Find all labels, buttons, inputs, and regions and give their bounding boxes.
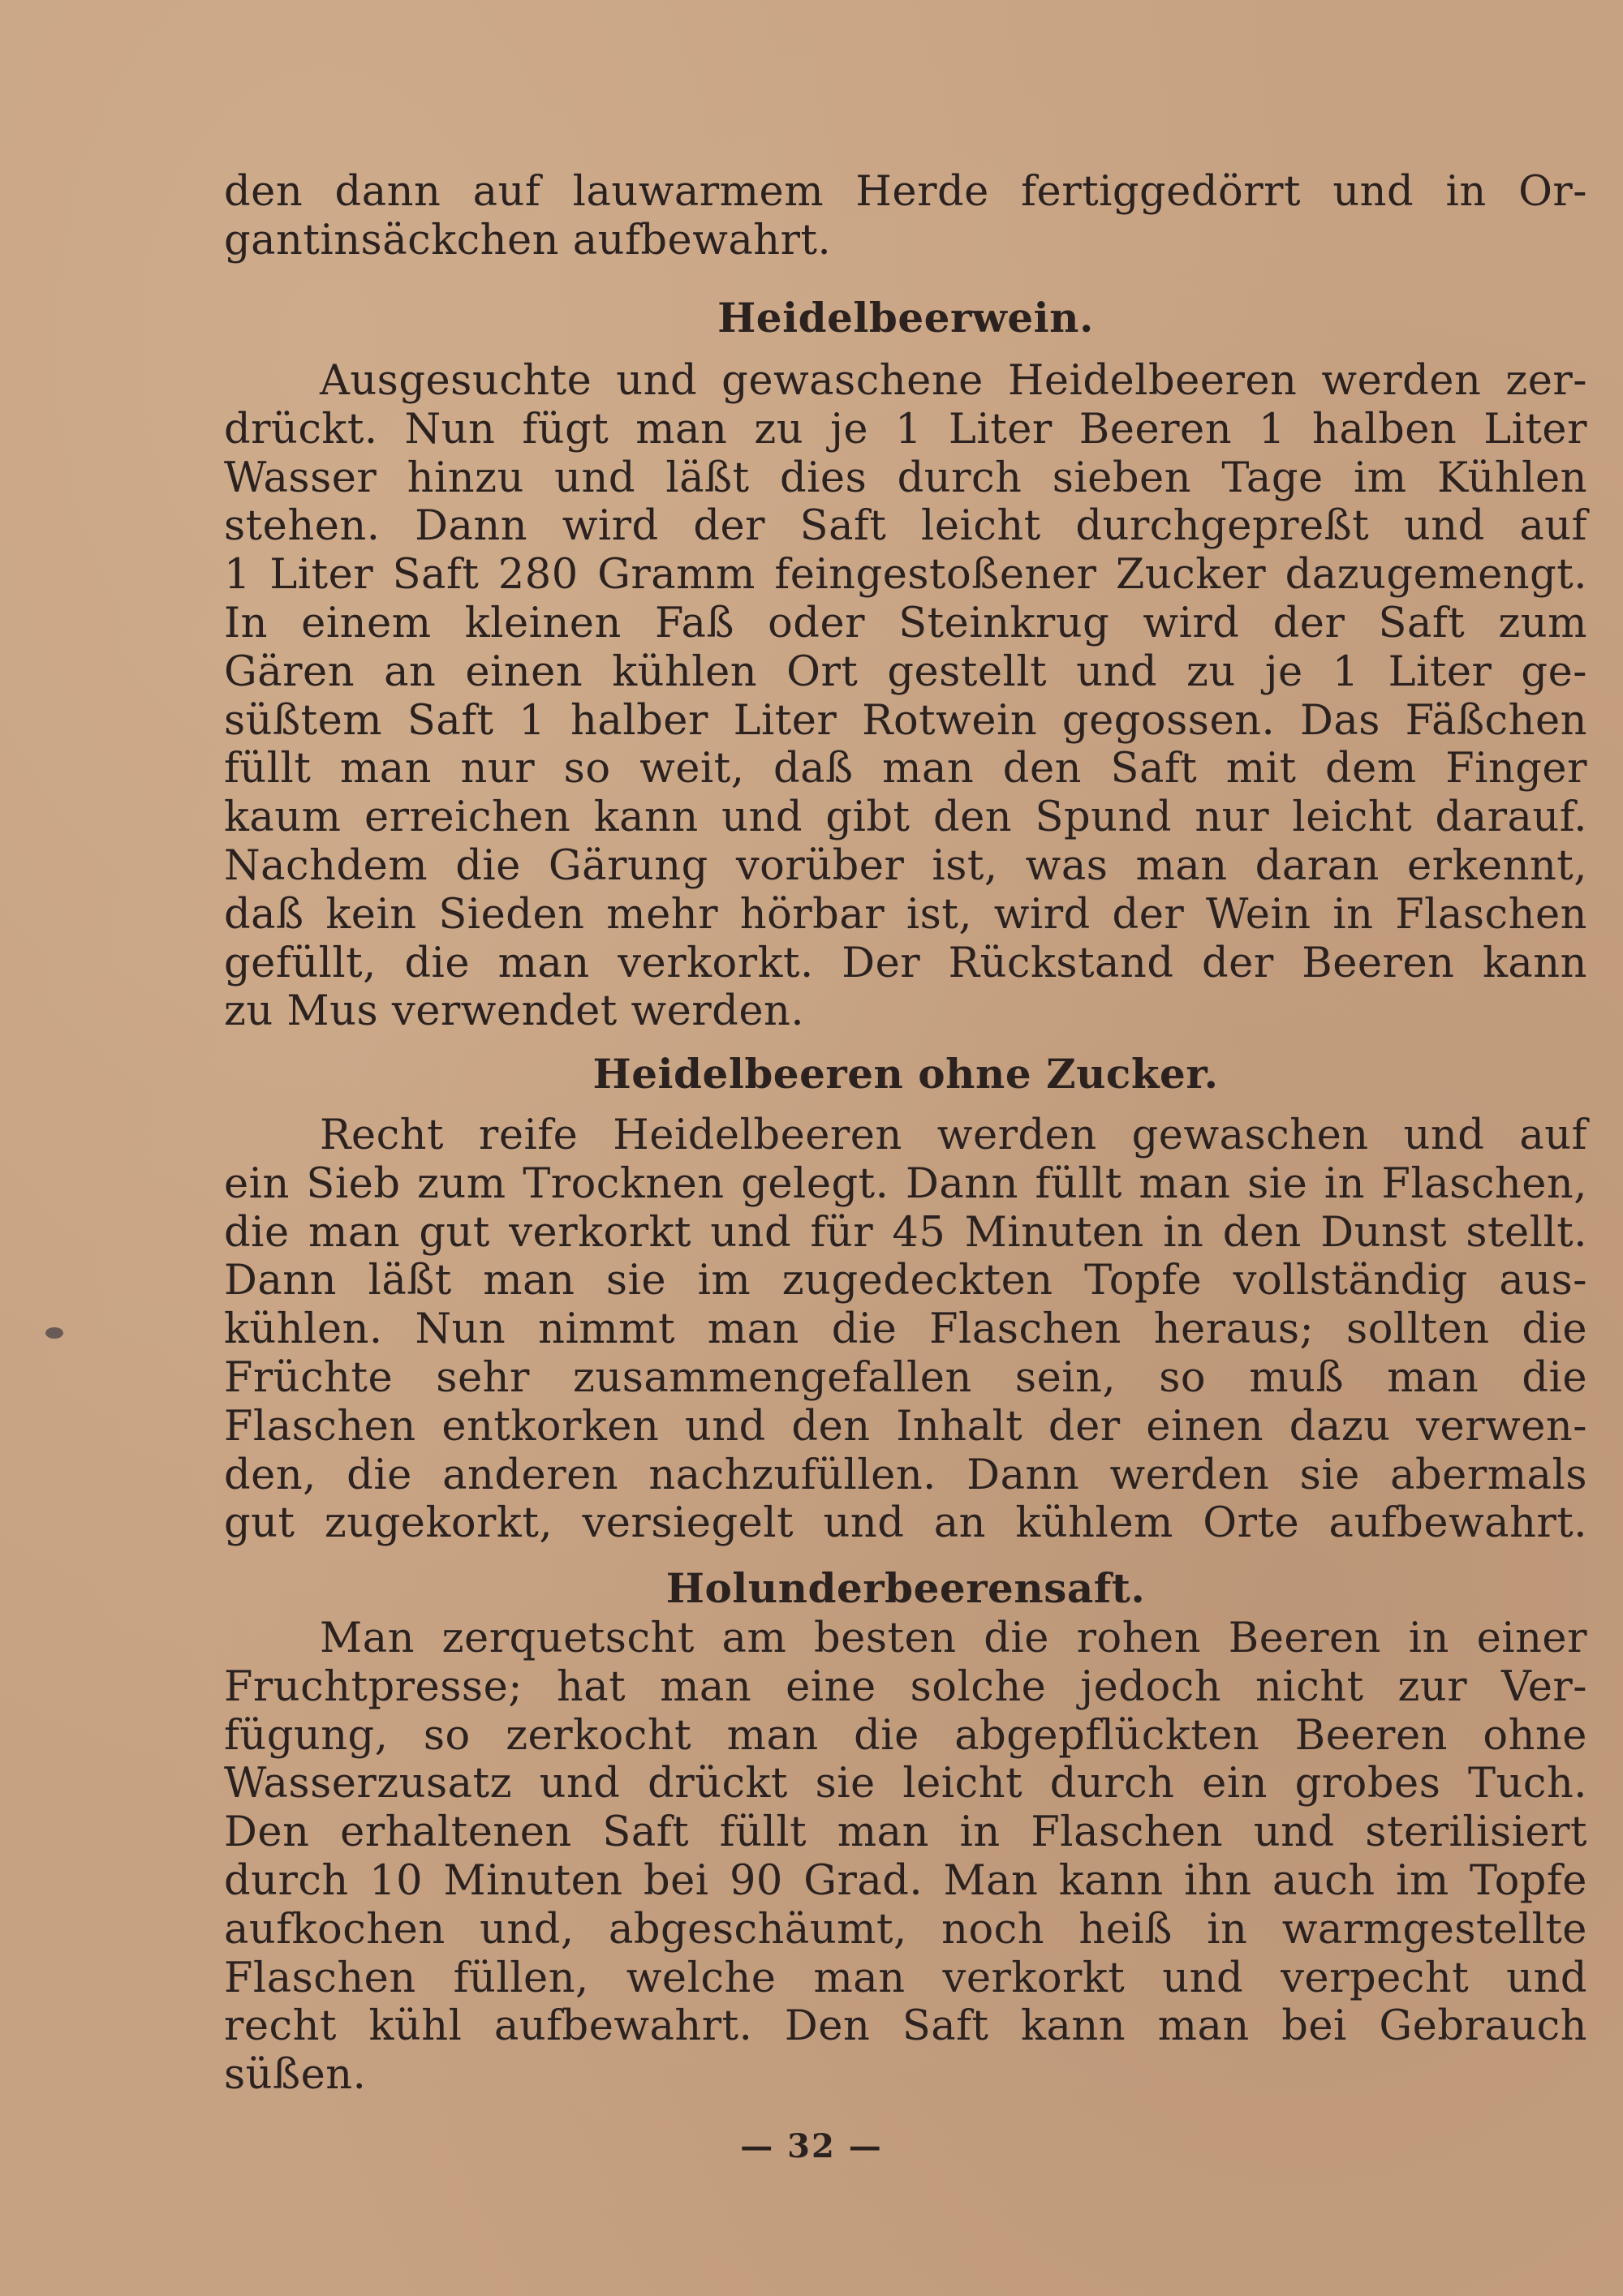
- paragraph-line: stehen. Dann wird der Saft leicht durchgepreßt und auf: [224, 502, 1587, 551]
- section-heading-heidelbeeren-ohne-zucker: Heidelbeeren ohne Zucker.: [592, 1050, 1219, 1098]
- page-number: — 32 —: [740, 2127, 883, 2165]
- paragraph-line: 1 Liter Saft 280 Gramm feingestoßener Zucker dazugemengt.: [224, 551, 1587, 600]
- paragraph-line: Flaschen füllen, welche man verkorkt und verpecht und: [224, 1954, 1587, 2002]
- paragraph-line: gut zugekorkt, versiegelt und an kühlem Orte aufbewahrt.: [224, 1499, 1587, 1548]
- paragraph-line: Dann läßt man sie im zugedeckten Topfe vollständig aus-: [224, 1257, 1587, 1305]
- paragraph-line: Ausgesuchte und gewaschene Heidelbeeren werden zer-: [320, 357, 1587, 405]
- paragraph-line: Nachdem die Gärung vorüber ist, was man daran erkennt,: [224, 841, 1587, 890]
- paragraph-line: fügung, so zerkocht man die abgepflückten Beeren ohne: [224, 1711, 1587, 1760]
- paragraph-line: kühlen. Nun nimmt man die Flaschen heraus; sollten die: [224, 1305, 1587, 1354]
- paragraph-line: Recht reife Heidelbeeren werden gewaschen und auf: [320, 1111, 1587, 1159]
- paragraph-line: durch 10 Minuten bei 90 Grad. Man kann ihn auch im Topfe: [224, 1856, 1587, 1905]
- paper-speck: [45, 1327, 63, 1339]
- paragraph-line: Den erhaltenen Saft füllt man in Flaschen und sterilisiert: [224, 1808, 1587, 1857]
- paragraph-line: die man gut verkorkt und für 45 Minuten in den Dunst stellt.: [224, 1208, 1587, 1257]
- intro-line: gantinsäckchen aufbewahrt.: [224, 216, 832, 264]
- paragraph-line: daß kein Sieden mehr hörbar ist, wird der Wein in Flaschen: [224, 890, 1587, 939]
- paragraph-line: Früchte sehr zusammengefallen sein, so muß man die: [224, 1353, 1587, 1402]
- paragraph-line: füllt man nur so weit, daß man den Saft mit dem Finger: [224, 745, 1587, 793]
- paragraph-line: Gären an einen kühlen Ort gestellt und zu je 1 Liter ge-: [224, 647, 1587, 696]
- section-heading-heidelbeerwein: Heidelbeerwein.: [717, 294, 1094, 342]
- paragraph-line: ein Sieb zum Trocknen gelegt. Dann füllt man sie in Flaschen,: [224, 1159, 1587, 1208]
- paragraph-line: gefüllt, die man verkorkt. Der Rückstand der Beeren kann: [224, 939, 1587, 987]
- paragraph-line: In einem kleinen Faß oder Steinkrug wird der Saft zum: [224, 599, 1587, 647]
- paragraph-line: zu Mus verwendet werden.: [224, 987, 805, 1036]
- paragraph-line: den, die anderen nachzufüllen. Dann werden sie abermals: [224, 1451, 1587, 1499]
- paragraph-line: aufkochen und, abgeschäumt, noch heiß in warmgestellte: [224, 1905, 1587, 1954]
- section-body-holunderbeerensaft: [224, 1615, 1587, 2100]
- paragraph-line: Wasserzusatz und drückt sie leicht durch ein grobes Tuch.: [224, 1760, 1587, 1808]
- paragraph-line: drückt. Nun fügt man zu je 1 Liter Beeren 1 halben Liter: [224, 405, 1587, 454]
- section-body-heidelbeerwein: [224, 357, 1587, 1036]
- intro-line: den dann auf lauwarmem Herde fertiggedörrt und in Or-: [224, 168, 1587, 216]
- paragraph-line: Flaschen entkorken und den Inhalt der einen dazu verwen-: [224, 1402, 1587, 1451]
- paragraph-line: kaum erreichen kann und gibt den Spund nur leicht darauf.: [224, 793, 1587, 842]
- paragraph-line: Wasser hinzu und läßt dies durch sieben Tage im Kühlen: [224, 454, 1587, 502]
- paragraph-line: süßtem Saft 1 halber Liter Rotwein gegossen. Das Fäßchen: [224, 696, 1587, 745]
- paragraph-line: süßen.: [224, 2051, 367, 2100]
- paragraph-line: recht kühl aufbewahrt. Den Saft kann man bei Gebrauch: [224, 2002, 1587, 2051]
- intro-paragraph: [224, 168, 1587, 265]
- section-body-heidelbeeren-ohne-zucker: [224, 1111, 1587, 1548]
- paragraph-line: Man zerquetscht am besten die rohen Beeren in einer: [320, 1615, 1587, 1662]
- section-heading-holunderbeerensaft: Holunderbeerensaft.: [665, 1564, 1146, 1612]
- paragraph-line: Fruchtpresse; hat man eine solche jedoch nicht zur Ver-: [224, 1662, 1587, 1711]
